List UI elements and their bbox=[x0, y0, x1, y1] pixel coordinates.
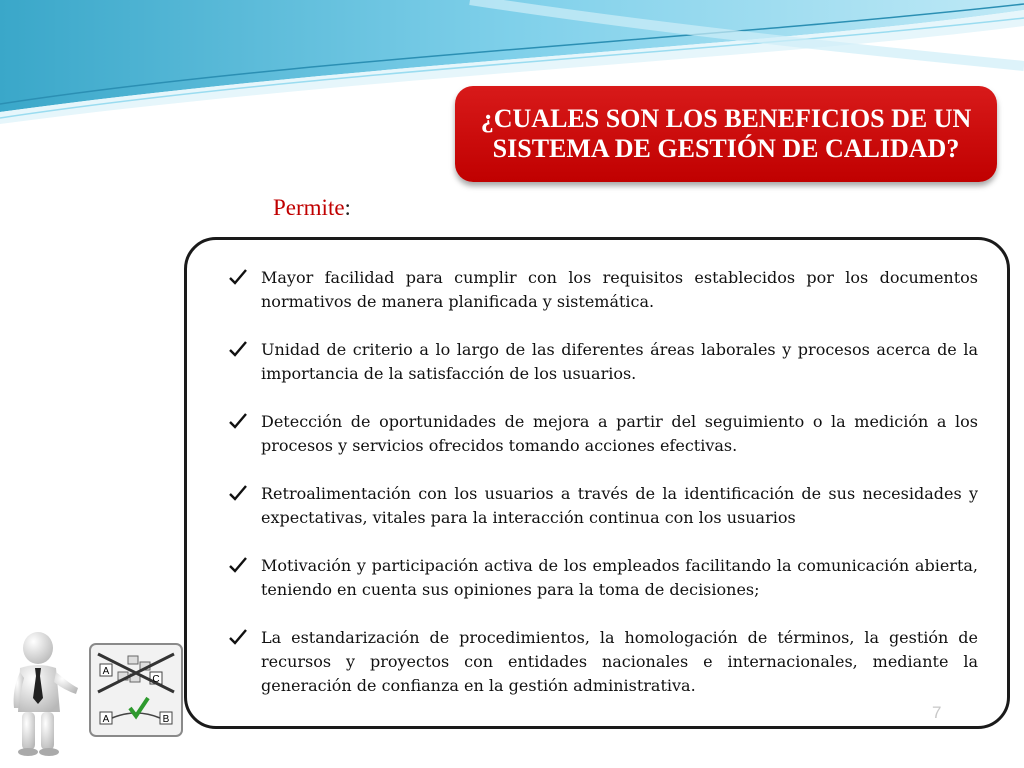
presenter-figure-icon bbox=[8, 628, 80, 758]
board-label-a: A bbox=[102, 666, 110, 677]
checkmark-icon bbox=[228, 627, 248, 647]
benefits-list bbox=[228, 266, 978, 698]
slide-title: ¿CUALES SON LOS BENEFICIOS DE UN SISTEMA DE GESTIÓN DE CALIDAD? bbox=[455, 86, 997, 182]
benefit-item bbox=[228, 338, 978, 386]
checkmark-icon bbox=[228, 411, 248, 431]
benefit-item bbox=[228, 626, 978, 695]
board-label-c: C bbox=[152, 674, 160, 685]
benefit-text: Unidad de criterio a lo largo de las diferentes áreas laborales y procesos acerca de la importancia de la satisfacción de los usuarios. bbox=[261, 340, 978, 383]
intro-label bbox=[273, 195, 351, 221]
benefit-item bbox=[228, 266, 978, 314]
benefit-text: La estandarización de procedimientos, la homologación de términos, la gestión de recursos y proyectos con entidades nacionales e internacionales, mediante la generación de confianza en la gestión administrativa. bbox=[261, 628, 978, 695]
process-board-icon bbox=[88, 642, 184, 738]
checkmark-icon bbox=[228, 267, 248, 287]
benefit-item bbox=[228, 410, 978, 458]
checkmark-icon bbox=[228, 339, 248, 359]
board-label-b: B bbox=[162, 714, 170, 725]
benefit-text: Motivación y participación activa de los empleados facilitando la comunicación abierta, teniendo en cuenta sus opiniones para la toma de decisiones; bbox=[261, 556, 978, 599]
page-number: 7 bbox=[932, 703, 942, 722]
board-label-a-bottom: A bbox=[102, 714, 110, 725]
checkmark-icon bbox=[228, 483, 248, 503]
intro-colon: : bbox=[344, 195, 351, 220]
benefit-item bbox=[228, 554, 978, 602]
benefit-text: Detección de oportunidades de mejora a partir del seguimiento o la medición a los procesos y servicios ofrecidos tomando acciones efectivas. bbox=[261, 412, 978, 455]
intro-word: Permite bbox=[273, 195, 345, 220]
checkmark-icon bbox=[228, 555, 248, 575]
benefit-text: Retroalimentación con los usuarios a través de la identificación de sus necesidades y expectativas, vitales para la interacción continua con los usuarios bbox=[261, 484, 978, 527]
benefit-text: Mayor facilidad para cumplir con los requisitos establecidos por los documentos normativos de manera planificada y sistemática. bbox=[261, 268, 978, 311]
benefit-item bbox=[228, 482, 978, 530]
